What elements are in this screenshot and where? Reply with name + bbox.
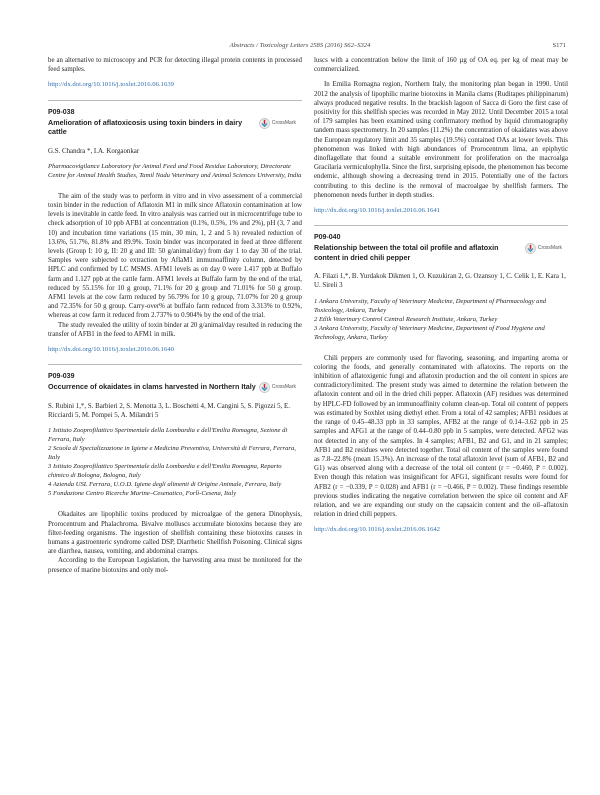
abstract-title-p09-038: Amelioration of aflatoxicosis using toxin binders in dairy cattle <box>48 117 243 137</box>
affiliation-3: 3 Ankara University, Faculty of Veterinary Medicine, Department of Food Hygiene and Technology, Ankara, Turkey <box>314 324 545 341</box>
crossmark-label: CrossMark <box>271 119 296 126</box>
crossmark-icon <box>259 382 270 393</box>
doi-link-1640[interactable]: http://dx.doi.org/10.1016/j.toxlet.2016.06.1640 <box>48 346 175 354</box>
affiliation-5: 5 Fondazione Centro Ricerche Marine–Cesenatico, Forlì-Cesena, Italy <box>48 490 237 498</box>
journal-citation: Abstracts / Toxicology Letters 258S (2016) S62–S324 <box>229 42 371 49</box>
body-paragraph-5: In Emilia Romagna region, Northern Italy, the monitoring plan began in 1990. Until 2012 the analysis of lipophilic marine biotoxins in Manila clams (Ruditapes philippinarum) always produced negative results. In the brackish lagoon of Sacca di Goro the first case of positivity for this shellfish species was recorded in May 2012. Until December 2015 a total of 179 samples has been examined using confirmatory method by liquid chromatography tandem mass spectrometry. In 20 samples (11.2%) the concentration of okaidates was above the European regulatory limit and 35 samples (19.5%) contained OAs at lower levels. This phenomenon was linked with high abundances of Prorocentrum lima, an epiphytic dinoflagellate that found a suitable environment for proliferation on the macroalga Gracilaria vermiculophylla. Since the first, surprising episode, the phenomenon has become endemic, although showing a decreasing trend in 2015. Potentially one of the factors contributing to this decline is the removal of macroalgae by shellfish farmers. The phenomenon needs further in depth studies. <box>314 81 568 199</box>
affiliation-2: 2 Etlik Veterinary Control Central Research Institute, Ankara, Turkey <box>314 315 498 323</box>
affiliation-p09-038: Pharmacovigilance Laboratory for Animal Feed and Food Residue Laboratory, Directorate Centre for Animal Health Studies, Tamil Nadu Veterinary and Animal Sciences University, India <box>48 162 302 179</box>
abstract-title-p09-040: Relationship between the total oil profile and aflatoxin content in dried chili pepper <box>314 243 499 262</box>
body-paragraph-6: Chili peppers are commonly used for flavoring, seasoning, and imparting aroma or coloring the foods, and generally contaminated with aflatoxins. The reports on the inhibition of aflatoxigenic fungi and aflatoxin production and the oil content in spices are contradictory/limited. The present study was aimed to determine the relation between the aflatoxin content and oil in the dried chili pepper. Aflatoxin (AF) residues was determined by HPLC-FD followed by an immunoaffinity column clean-up. Total oil content of peppers was estimated by Soxhlet using diethyl ether. From a total of 42 samples; AFB1 residues at the range of 0.45–48.33 ppb in 33 samples, AFB2 at the range of 0.14–3.62 ppb in 25 samples and AFG1 at the range of 0.44–0.80 ppb in 5 samples, were detected. AFG2 was not detected in any of the samples. In 4 samples; AFB1, B2 and G1, and in 21 samples; AFB1 and B2 residues were detected together. Total oil content of the samples were found as 7.8–22.8% (mean 15.3%). An increase of the total aflatoxin level (sum of AFB1, B2 and G1) was observed along with a decrease of the total oil content (r = −0.460, P = 0.002). Even though this relation was insignificant for AFG1, significant results were found for AFB2 (r = −0.339, P = 0.028) and AFB1 (r = −0.466, P = 0.002). These findings resemble previous studies indicating the negative correlation between the spice oil content and AF relation, and we are expanding our study on the capsaicin content and the oil–aflatoxin relation in dried chili peppers. <box>314 354 568 519</box>
crossmark-icon <box>525 243 536 254</box>
body-paragraph-4: According to the European Legislation, the harvesting area must be monitored for the presence of marine biotoxins and only mol- <box>48 557 302 574</box>
crossmark-badge[interactable] <box>525 243 562 254</box>
authors-p09-040: A. Filazi 1,*, B. Yurdakok Dikmen 1, O. Kuzukiran 2, G. Ozansoy 1, C. Celik 1, E. Kara 1, U. Sireli 3 <box>314 273 566 290</box>
authors-p09-039: S. Rubini 1,*, S. Barbieri 2, S. Menotta 3, L. Boschetti 4, M. Cangini 5, S. Pigozzi 5, E. Ricciardi 5, M. Pompei 5, A. Milandri 5 <box>48 402 290 420</box>
abstract-id-p09-040: P09-040 <box>314 225 568 242</box>
authors-p09-038: G.S. Chandra *, I.A. Korgaonkar <box>48 147 140 155</box>
crossmark-badge[interactable] <box>259 118 296 129</box>
abstract-title-p09-039: Occurrence of okaidates in clams harvested in Northern Italy <box>48 382 256 392</box>
affiliation-1: 1 Istituto Zooprofilattico Sperimentale della Lombardia e dell'Emilia Romagna, Sezione di Ferrara, Italy <box>48 427 288 444</box>
doi-link-1641[interactable]: http://dx.doi.org/10.1016/j.toxlet.2016.06.1641 <box>314 207 441 215</box>
continued-paragraph: luscs with a concentration below the limit of 160 µg of OA eq. per kg of meat may be commercialized. <box>314 57 568 74</box>
abstract-id-p09-038: P09-038 <box>48 100 302 117</box>
crossmark-label: CrossMark <box>537 245 562 252</box>
crossmark-badge[interactable] <box>259 382 296 393</box>
affiliation-4: 4 Azienda USL Ferrara, U.O.D. Igiene degli alimenti di Origine Animale, Ferrara, Italy <box>48 481 282 489</box>
abstract-header-p09-038 <box>48 118 302 137</box>
crossmark-icon <box>259 118 270 129</box>
continued-paragraph: be an alternative to microscopy and PCR for detecting illegal protein contents in processed feed samples. <box>48 57 302 74</box>
left-column <box>48 56 302 575</box>
body-paragraph-3: Okadaites are lipophilic toxins produced by microalgae of the genera Dinophysis, Prorocentrum and Phalachroma. Bivalve molluscs accumulate biotoxins because they are filter-feeding organisms. The ingestion of shellfish containing these biotoxins causes in humans a gastroenteric syndrome called DSP, Diarrhetic Shellfish Poisoning. Clinical signs are diarrhea, nausea, vomiting, and abdominal cramps. <box>48 511 302 556</box>
affiliation-3: 3 Istituto Zooprofilattico Sperimentale della Lombardia e dell'Emilia Romagna, Reparto chimico di Bologna, Bologna, Italy <box>48 463 282 480</box>
abstract-id-p09-039: P09-039 <box>48 364 302 381</box>
right-column <box>314 56 568 535</box>
affiliations-p09-040 <box>314 297 568 342</box>
page-number: S171 <box>552 42 566 49</box>
abstract-header-p09-040 <box>314 243 568 262</box>
doi-link-1639[interactable]: http://dx.doi.org/10.1016/j.toxlet.2016.06.1639 <box>48 81 175 89</box>
body-paragraph-1: The aim of the study was to perform in vitro and in vivo assessment of a commercial toxin binder in the reduction of Aflatoxin M1 in milk since Aflatoxin contamination at low levels is inevitable in cattle feed. In vitro analysis was carried out in microcentrifuge tube to check adsorption of 10 ppb AFB1 at concentration (0.1%, 0.5%, 1% and 2%), pH (3, 7 and 10) and incubation time variations (15 min, 30 min, 1, 2 and 5 h) revealed reduction of 13.6%, 51.7%, 81.8% and 89.9%. Toxin binder was incorporated in feed at three different levels (Group I: 10 g, II: 20 g and III: 50 g/animal/day) from day 1 to day 30 of the trial. Samples were subjected to extraction by AflaM1 immunoaffinity column, detected by HPLC and confirmed by LC MSMS. AFM1 levels as on day 0 were 1.417 ppb at Buffalo farm and 1.127 ppb at the cattle farm. AFM1 levels at Buffalo farm by the end of the trial, reduced by 55.15% for 10 g group, 71.1% for 20 g group and 71.01% for 50 g group. AFM1 levels at the cow farm reduced by 56.79% for 10 g group, 71.07% for 20 g group and 72.35% for 50 g group. Carry-over% at buffalo farm reduced from 3.313% to 0.92%, whereas at cow farm it reduced from 2.737% to 0.904% by the end of the trial. <box>48 192 302 320</box>
abstract-header-p09-039 <box>48 382 302 391</box>
affiliation-2: 2 Scuola di Specializzazione in Igiene e Medicina Preventiva, Università di Ferrara, Ferrara, Italy <box>48 445 296 462</box>
body-paragraph-2: The study revealed the utility of toxin binder at 20 g/animal/day resulted in reducing the transfer of AFB1 in the feed to AFM1 in milk. <box>48 321 302 338</box>
affiliations-p09-039 <box>48 426 302 498</box>
crossmark-label: CrossMark <box>271 384 296 391</box>
doi-link-1642[interactable]: http://dx.doi.org/10.1016/j.toxlet.2016.06.1642 <box>314 526 441 534</box>
affiliation-1: 1 Ankara University, Faculty of Veterinary Medicine, Department of Pharmacology and Toxicology, Ankara, Turkey <box>314 297 547 314</box>
